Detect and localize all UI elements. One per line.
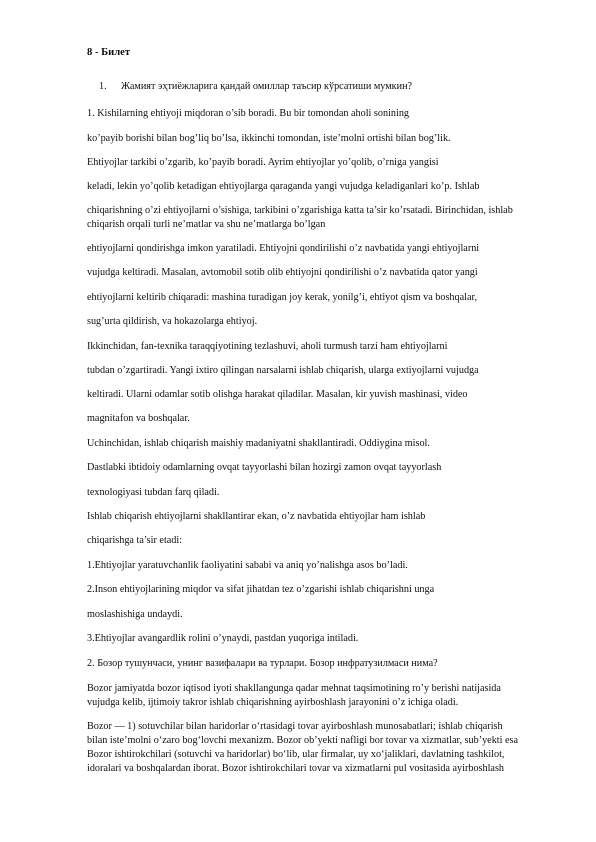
text-line: Dastlabki ibtidoiy odamlarning ovqat tayyorlashi bilan hozirgi zamon ovqat tayyorlash	[87, 462, 442, 473]
question-1-number: 1.	[99, 81, 107, 92]
text-line: Ikkinchidan, fan-texnika taraqqiyotining tezlashuvi, aholi turmush tarzi ham ehtiyojlarni	[87, 341, 448, 352]
text-line: ehtiyojlarni qondirishga imkon yaratiladi. Ehtiyojni qondirilishi o’z navbatida yangi ehtiyojlarni	[87, 243, 480, 254]
text-line: moslashishiga undaydi.	[87, 609, 183, 620]
text-line: Uchinchidan, ishlab chiqarish maishiy madaniyatni shakllantiradi. Oddiygina misol.	[87, 438, 430, 449]
text-line: tubdan o’zgartiradi. Yangi ixtiro qilingan narsalarni ishlab chiqarish, ularga extiyojlarni vujudga	[87, 365, 479, 376]
text-line: chiqarish orqali turli ne’matlar va shu ne’matlarga bo’lgan	[87, 219, 326, 230]
numbered-item: 2.Inson ehtiyojlarining miqdor va sifat jihatdan tez o’zgarishi ishlab chiqarishni unga	[87, 584, 435, 595]
text-line: keladi, lekin yo’qolib ketadigan ehtiyojlarga qaraganda yangi vujudga keladiganlari ko’p. Ishlab	[87, 181, 480, 192]
text-line: Bozor ishtirokchilari (sotuvchi va haridorlar) bo‘lib, ular firmalar, uy xo‘jaliklari, davlatning tashkilot,	[87, 749, 505, 760]
text-line: vujudga keltiradi. Masalan, avtomobil sotib olib ehtiyojni qondirilishi o’z navbatida qator yangi	[87, 267, 478, 278]
question-1-text: Жамият эҳтиёжларига қандай омиллар таъсир кўрсатиши мумкин?	[121, 81, 413, 92]
text-line: vujudga kelib, ijtimoiy takror ishlab chiqarishning ayirboshlash jarayonini o’z ichiga oladi.	[87, 697, 459, 708]
text-line: Ishlab chiqarish ehtiyojlarni shakllantirar ekan, o’z navbatida ehtiyojlar ham ishlab	[87, 511, 426, 522]
text-line: Ehtiyojlar tarkibi o’zgarib, ko’payib boradi. Ayrim ehtiyojlar yo’qolib, o’rniga yangisi	[87, 157, 439, 168]
question-1	[99, 81, 412, 93]
text-line: keltiradi. Ularni odamlar sotib olishga harakat qiladilar. Masalan, kir yuvish mashinasi, video	[87, 389, 468, 400]
text-line: texnologiyasi tubdan farq qiladi.	[87, 487, 220, 498]
numbered-item: 3.Ehtiyojlar avangardlik rolini o’ynaydi, pastdan yuqoriga intiladi.	[87, 633, 359, 644]
text-line: chiqarishning o’zi ehtiyojlarni o’sishiga, tarkibini o’zgarishiga katta ta’sir ko’rsatadi. Birinchidan, ishlab	[87, 205, 513, 216]
text-line: Bozor jamiyatda bozor iqtisod iyoti shakllangunga qadar mehnat taqsimotining ro’y berishi natijasida	[87, 683, 501, 694]
text-line: chiqarishga ta’sir etadi:	[87, 535, 183, 546]
text-line: ko’payib borishi bilan bog’liq bo’lsa, ikkinchi tomondan, iste’molni ortishi bilan bog’lik.	[87, 133, 451, 144]
text-line: Bozor — 1) sotuvchilar bilan haridorlar o‘rtasidagi tovar ayirboshlash munosabatlari; ishlab chiqarish	[87, 721, 503, 732]
text-line: bilan iste’molni o‘zaro bog‘lovchi mexanizm. Bozor ob’yekti nafligi bor tovar va xizmatlar, sub’yekti esa	[87, 735, 519, 746]
ticket-title: 8 - Билет	[87, 47, 131, 58]
text-line: 1. Kishilarning ehtiyoji miqdoran o’sib boradi. Bu bir tomondan aholi sonining	[87, 108, 410, 119]
document-page	[87, 0, 557, 842]
text-line: idoralari va boshqalardan iborat. Bozor ishtirokchilari tovar va xizmatlarni pul vositasida ayirboshlash	[87, 763, 505, 774]
numbered-item: 1.Ehtiyojlar yaratuvchanlik faoliyatini sababi va aniq yo’nalishga asos bo’ladi.	[87, 560, 408, 571]
text-line: magnitafon va boshqalar.	[87, 413, 190, 424]
text-line: sug’urta qildirish, va hokazolarga ehtiyoj.	[87, 316, 258, 327]
question-2-heading: 2. Бозор тушунчаси, унинг вазифалари ва турлари. Бозор инфратузилмаси нима?	[87, 658, 438, 669]
text-line: ehtiyojlarni keltirib chiqaradi: mashina turadigan joy kerak, yonilg’i, ehtiyot qism va boshqalar,	[87, 292, 478, 303]
